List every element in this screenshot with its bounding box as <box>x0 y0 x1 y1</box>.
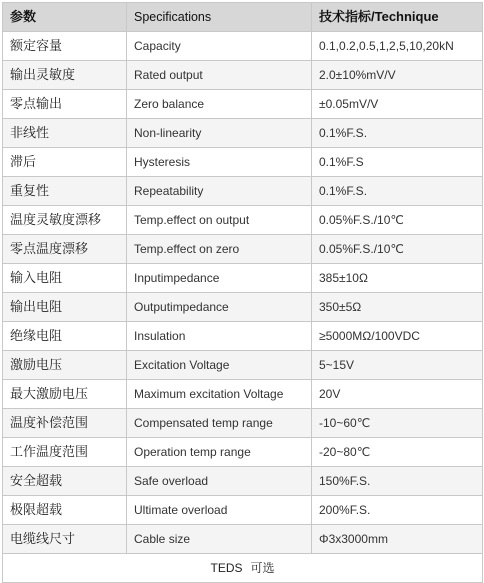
spec-cell: Hysteresis <box>127 148 312 177</box>
teds-label: TEDS <box>210 561 243 575</box>
param-cell: 滞后 <box>3 148 127 177</box>
spec-cell: Excitation Voltage <box>127 351 312 380</box>
param-cell: 安全超载 <box>3 467 127 496</box>
param-cell: 工作温度范围 <box>3 438 127 467</box>
param-cell: 输入电阻 <box>3 264 127 293</box>
spec-cell: Maximum excitation Voltage <box>127 380 312 409</box>
header-param: 参数 <box>3 3 127 32</box>
value-cell: 5~15V <box>312 351 483 380</box>
header-row <box>3 3 483 32</box>
param-cell: 温度补偿范围 <box>3 409 127 438</box>
param-cell: 输出电阻 <box>3 293 127 322</box>
param-cell: 输出灵敏度 <box>3 61 127 90</box>
spec-cell: Outputimpedance <box>127 293 312 322</box>
table-row <box>3 496 483 525</box>
param-cell: 电缆线尺寸 <box>3 525 127 554</box>
value-cell: -20~80℃ <box>312 438 483 467</box>
table-header <box>3 3 483 32</box>
table-row <box>3 206 483 235</box>
footer-row <box>3 554 483 583</box>
table-row <box>3 119 483 148</box>
value-cell: 150%F.S. <box>312 467 483 496</box>
param-cell: 重复性 <box>3 177 127 206</box>
param-cell: 零点温度漂移 <box>3 235 127 264</box>
value-cell: 0.05%F.S./10℃ <box>312 206 483 235</box>
value-cell: 0.05%F.S./10℃ <box>312 235 483 264</box>
table-row <box>3 148 483 177</box>
teds-optional: 可选 <box>250 561 275 575</box>
value-cell: 20V <box>312 380 483 409</box>
value-cell: 350±5Ω <box>312 293 483 322</box>
table-row <box>3 467 483 496</box>
param-cell: 非线性 <box>3 119 127 148</box>
table-row <box>3 90 483 119</box>
spec-cell: Temp.effect on output <box>127 206 312 235</box>
spec-cell: Cable size <box>127 525 312 554</box>
spec-cell: Inputimpedance <box>127 264 312 293</box>
spec-cell: Repeatability <box>127 177 312 206</box>
param-cell: 极限超载 <box>3 496 127 525</box>
table-row <box>3 438 483 467</box>
spec-cell: Temp.effect on zero <box>127 235 312 264</box>
value-cell: -10~60℃ <box>312 409 483 438</box>
spec-cell: Rated output <box>127 61 312 90</box>
spec-cell: Operation temp range <box>127 438 312 467</box>
spec-cell: Zero balance <box>127 90 312 119</box>
spec-cell: Compensated temp range <box>127 409 312 438</box>
header-value: 技术指标/Technique <box>312 3 483 32</box>
spec-cell: Safe overload <box>127 467 312 496</box>
table-row <box>3 235 483 264</box>
value-cell: ±0.05mV/V <box>312 90 483 119</box>
value-cell: ≥5000MΩ/100VDC <box>312 322 483 351</box>
table-body <box>3 32 483 554</box>
table-footer <box>3 554 483 583</box>
table-row <box>3 61 483 90</box>
table-row <box>3 525 483 554</box>
param-cell: 温度灵敏度漂移 <box>3 206 127 235</box>
table-row <box>3 32 483 61</box>
value-cell: 2.0±10%mV/V <box>312 61 483 90</box>
value-cell: 0.1%F.S. <box>312 177 483 206</box>
table-row <box>3 264 483 293</box>
table-row <box>3 293 483 322</box>
spec-table <box>2 2 483 583</box>
table-row <box>3 380 483 409</box>
spec-cell: Non-linearity <box>127 119 312 148</box>
teds-note <box>3 554 483 583</box>
param-cell: 绝缘电阻 <box>3 322 127 351</box>
param-cell: 激励电压 <box>3 351 127 380</box>
table-row <box>3 409 483 438</box>
table-row <box>3 177 483 206</box>
value-cell: 0.1,0.2,0.5,1,2,5,10,20kN <box>312 32 483 61</box>
param-cell: 零点输出 <box>3 90 127 119</box>
table-row <box>3 351 483 380</box>
value-cell: 0.1%F.S. <box>312 119 483 148</box>
value-cell: Φ3x3000mm <box>312 525 483 554</box>
header-spec: Specifications <box>127 3 312 32</box>
value-cell: 385±10Ω <box>312 264 483 293</box>
spec-cell: Capacity <box>127 32 312 61</box>
value-cell: 0.1%F.S <box>312 148 483 177</box>
table-row <box>3 322 483 351</box>
spec-cell: Ultimate overload <box>127 496 312 525</box>
param-cell: 额定容量 <box>3 32 127 61</box>
param-cell: 最大激励电压 <box>3 380 127 409</box>
spec-cell: Insulation <box>127 322 312 351</box>
value-cell: 200%F.S. <box>312 496 483 525</box>
